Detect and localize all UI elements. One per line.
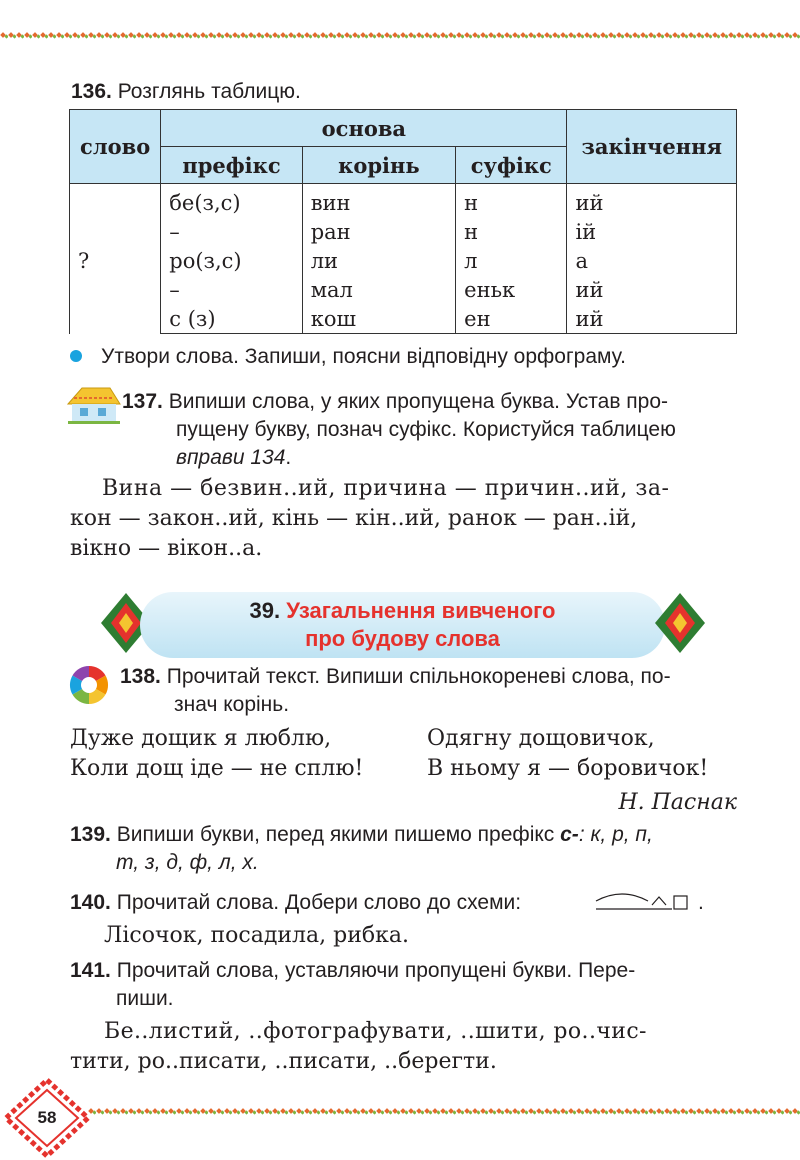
exercise-137-text: [70, 474, 750, 564]
cell-prefix: бе(з,с): [161, 184, 302, 218]
text-line: вікно — вікон..а.: [70, 536, 263, 561]
header-base: основа: [161, 110, 567, 147]
punctuation: .: [698, 891, 704, 914]
exercise-number: 138.: [120, 665, 161, 688]
cell-root: ран: [302, 217, 455, 246]
table-row: [70, 304, 737, 334]
cell-root: ли: [302, 246, 455, 275]
poem-line: Коли дощ іде — не сплю!: [70, 756, 364, 781]
table-row: [70, 275, 737, 304]
cell-prefix: –: [161, 217, 302, 246]
exercise-141-text: [70, 1017, 750, 1077]
poem-line: Дуже дощик я люблю,: [70, 726, 332, 751]
header-ending: закінчення: [567, 110, 737, 184]
cell-suffix: еньк: [456, 275, 567, 304]
section-number: 39.: [249, 598, 281, 623]
exercise-number: 139.: [70, 823, 111, 846]
exercise-138-instruction: [120, 663, 740, 719]
header-word: слово: [70, 110, 161, 184]
reference-text: вправи 134: [176, 446, 286, 469]
exercise-136-task: Утвори слова. Запиши, поясни відповідну орфограму.: [101, 345, 626, 368]
text-line: кон — закон..ий, кінь — кін..ий, ранок — ран..ій,: [70, 506, 638, 531]
poem-right: [427, 724, 708, 784]
prefix-highlight: с-: [560, 823, 579, 846]
cell-root: кош: [302, 304, 455, 334]
instruction-line: [122, 444, 742, 472]
instruction-line: знач корінь.: [174, 693, 290, 716]
table-row: [70, 217, 737, 246]
letters-list: : к, р, п,: [578, 823, 653, 846]
poem-author: Н. Паснак: [618, 790, 737, 815]
text-line: Вина — безвин..ий, причина — причин..ий, за-: [102, 476, 670, 501]
table-row: [70, 246, 737, 275]
morpheme-table: [69, 109, 737, 334]
bottom-ornament-border: [88, 1106, 800, 1118]
cell-suffix: н: [456, 184, 567, 218]
top-ornament-border: [0, 30, 800, 42]
cell-ending: ий: [567, 184, 737, 218]
cell-prefix: ро(з,с): [161, 246, 302, 275]
poem-line: В ньому я — боровичок!: [427, 756, 709, 781]
cell-ending: ій: [567, 217, 737, 246]
exercise-141-instruction: [70, 957, 750, 1013]
section-title-line: Узагальнення вивченого: [286, 598, 556, 623]
word-scheme-icon: [592, 887, 696, 915]
exercise-instruction: Розглянь таблицю.: [117, 80, 301, 103]
cell-prefix: с (з): [161, 304, 302, 334]
text-line: Бе..листий, ..фотографувати, ..шити, ро..чис-: [104, 1019, 647, 1044]
header-prefix: префікс: [161, 147, 302, 184]
instruction-line: пущену букву, познач суфікс. Користуйся таблицею: [176, 418, 676, 441]
cell-ending: ий: [567, 304, 737, 334]
cell-suffix: л: [456, 246, 567, 275]
cell-root: мал: [302, 275, 455, 304]
section-title-line: про будову слова: [305, 626, 500, 651]
header-root: корінь: [302, 147, 455, 184]
cell-suffix: н: [456, 217, 567, 246]
exercise-137-instruction: [122, 388, 742, 472]
exercise-136-heading: [71, 78, 301, 106]
cell-prefix: –: [161, 275, 302, 304]
exercise-number: 136.: [71, 80, 112, 103]
table-row: [70, 184, 737, 218]
punctuation: .: [285, 446, 292, 469]
instruction-line: Прочитай слова, уставляючи пропущені букви. Пере-: [116, 959, 636, 982]
cell-ending: ий: [567, 275, 737, 304]
exercise-number: 141.: [70, 959, 111, 982]
text-line: тити, ро..писати, ..писати, ..берегти.: [70, 1049, 497, 1074]
house-icon: [64, 384, 122, 426]
exercise-140-instruction: [70, 889, 521, 917]
exercise-number: 137.: [122, 390, 163, 413]
instruction-line: Прочитай текст. Випиши спільнокореневі слова, по-: [166, 665, 671, 688]
header-suffix: суфікс: [456, 147, 567, 184]
cell-ending: а: [567, 246, 737, 275]
bullet-icon: [70, 350, 82, 362]
exercise-number: 140.: [70, 891, 111, 914]
word-placeholder: ?: [70, 184, 161, 334]
letters-list: т, з, д, ф, л, х.: [116, 851, 259, 874]
section-title: [140, 597, 665, 653]
instruction-line: Випиши слова, у яких пропущена буква. Устав про-: [168, 390, 669, 413]
instruction-text: Випиши букви, перед якими пишемо префікс: [116, 823, 561, 846]
instruction-line: пиши.: [116, 987, 174, 1010]
cell-root: вин: [302, 184, 455, 218]
cell-suffix: ен: [456, 304, 567, 334]
poem-left: [70, 724, 363, 784]
exercise-139: [70, 821, 750, 877]
exercise-140-words: Лісочок, посадила, рибка.: [104, 923, 409, 948]
instruction-text: Прочитай слова. Добери слово до схеми:: [116, 891, 522, 914]
page-number: 58: [37, 1108, 57, 1127]
color-wheel-icon: [68, 664, 110, 706]
poem-line: Одягну дощовичок,: [427, 726, 655, 751]
